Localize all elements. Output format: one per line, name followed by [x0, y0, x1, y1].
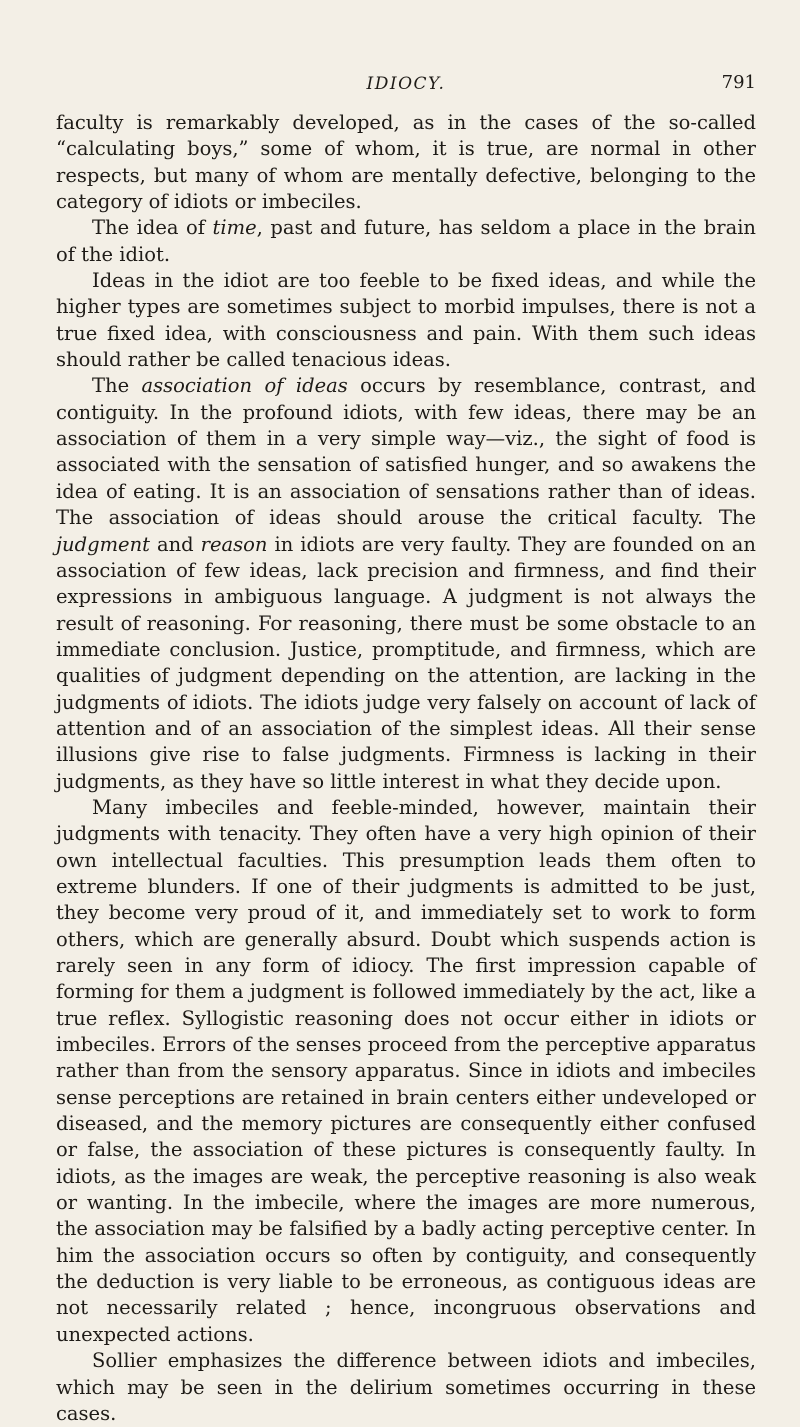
text-run: The idea of	[92, 216, 213, 240]
text-run: and	[150, 532, 201, 556]
paragraph	[56, 215, 756, 268]
page-header	[56, 70, 756, 100]
paragraph	[56, 110, 756, 215]
running-head: IDIOCY.	[366, 74, 446, 94]
page-number: 791	[721, 72, 756, 93]
text-run: Many imbeciles and feeble-minded, however, maintain their judgments with tenacity. They often have a very high opinion of their own intellectual faculties. This presumption leads them often to extreme blunders. If one of their judgments is admitted to be just, they become very proud of it, and immediately set to work to form others, which are generally absurd. Doubt which suspends action is rarely seen in any form of idiocy. The first impression capable of forming for them a judgment is followed immediately by the act, like a true reflex. Syllogistic reasoning does not occur either in idiots or imbeciles. Errors of the senses proceed from the perceptive apparatus rather than from the sensory apparatus. Since in idiots and imbeciles sense perceptions are retained in brain centers either undeveloped or diseased, and the memory pictures are consequently either confused or false, the association of these pictures is consequently faulty. In idiots, as the images are weak, the perceptive reasoning is also weak or wanting. In the imbecile, where the images are more numerous, the association may be falsified by a badly acting perceptive center. In him the association occurs so often by contiguity, and consequently the deduction is very liable to be erroneous, as contiguous ideas are not necessarily related ; hence, incongruous observations and unexpected actions.	[56, 795, 756, 1346]
text-run: Ideas in the idiot are too feeble to be fixed ideas, and while the higher types are sometimes subject to morbid impulses, there is not a true fixed idea, with consciousness and pain. With them such ideas should rather be called tenacious ideas.	[56, 269, 756, 372]
paragraph	[56, 268, 756, 373]
paragraph	[56, 373, 756, 795]
italic-term: reason	[200, 532, 268, 556]
italic-term: time	[212, 216, 257, 240]
text-run: Sollier emphasizes the difference between idiots and imbeciles, which may be seen in the delirium sometimes occurring in these cases.	[56, 1349, 756, 1425]
paragraph	[56, 795, 756, 1348]
paragraph	[56, 1348, 756, 1427]
italic-term: judgment	[56, 532, 150, 556]
text-run: occurs by resemblance, contrast, and contiguity. In the profound idiots, with few ideas, there may be an association of them in a very simple way—viz., the sight of food is associated with the sensation of satisfied hunger, and so awakens the idea of eating. It is an association of sensations rather than of ideas. The association of ideas should arouse the critical faculty. The	[56, 374, 757, 530]
text-run: The	[92, 374, 142, 398]
text-run: , past and future, has seldom a place in the brain of the idiot.	[56, 216, 756, 266]
text-run: in idiots are very faulty. They are founded on an association of few ideas, lack precision and firmness, and find their expressions in ambiguous language. A judgment is not always the result of reasoning. For reasoning, there must be some obstacle to an immediate conclusion. Justice, promptitude, and firmness, which are qualities of judgment depending on the attention, are lacking in the judgments of idiots. The idiots judge very falsely on account of lack of attention and of an association of the simplest ideas. All their sense illusions give rise to false judgments. Firmness is lacking in their judgments, as they have so little interest in what they decide upon.	[56, 532, 756, 793]
body-text	[56, 110, 756, 1427]
italic-term: association of ideas	[141, 374, 348, 398]
text-run: faculty is remarkably developed, as in the cases of the so-called “calculating boys,” some of whom, it is true, are normal in other respects, but many of whom are mentally defective, belonging to the category of idiots or imbeciles.	[56, 111, 756, 214]
